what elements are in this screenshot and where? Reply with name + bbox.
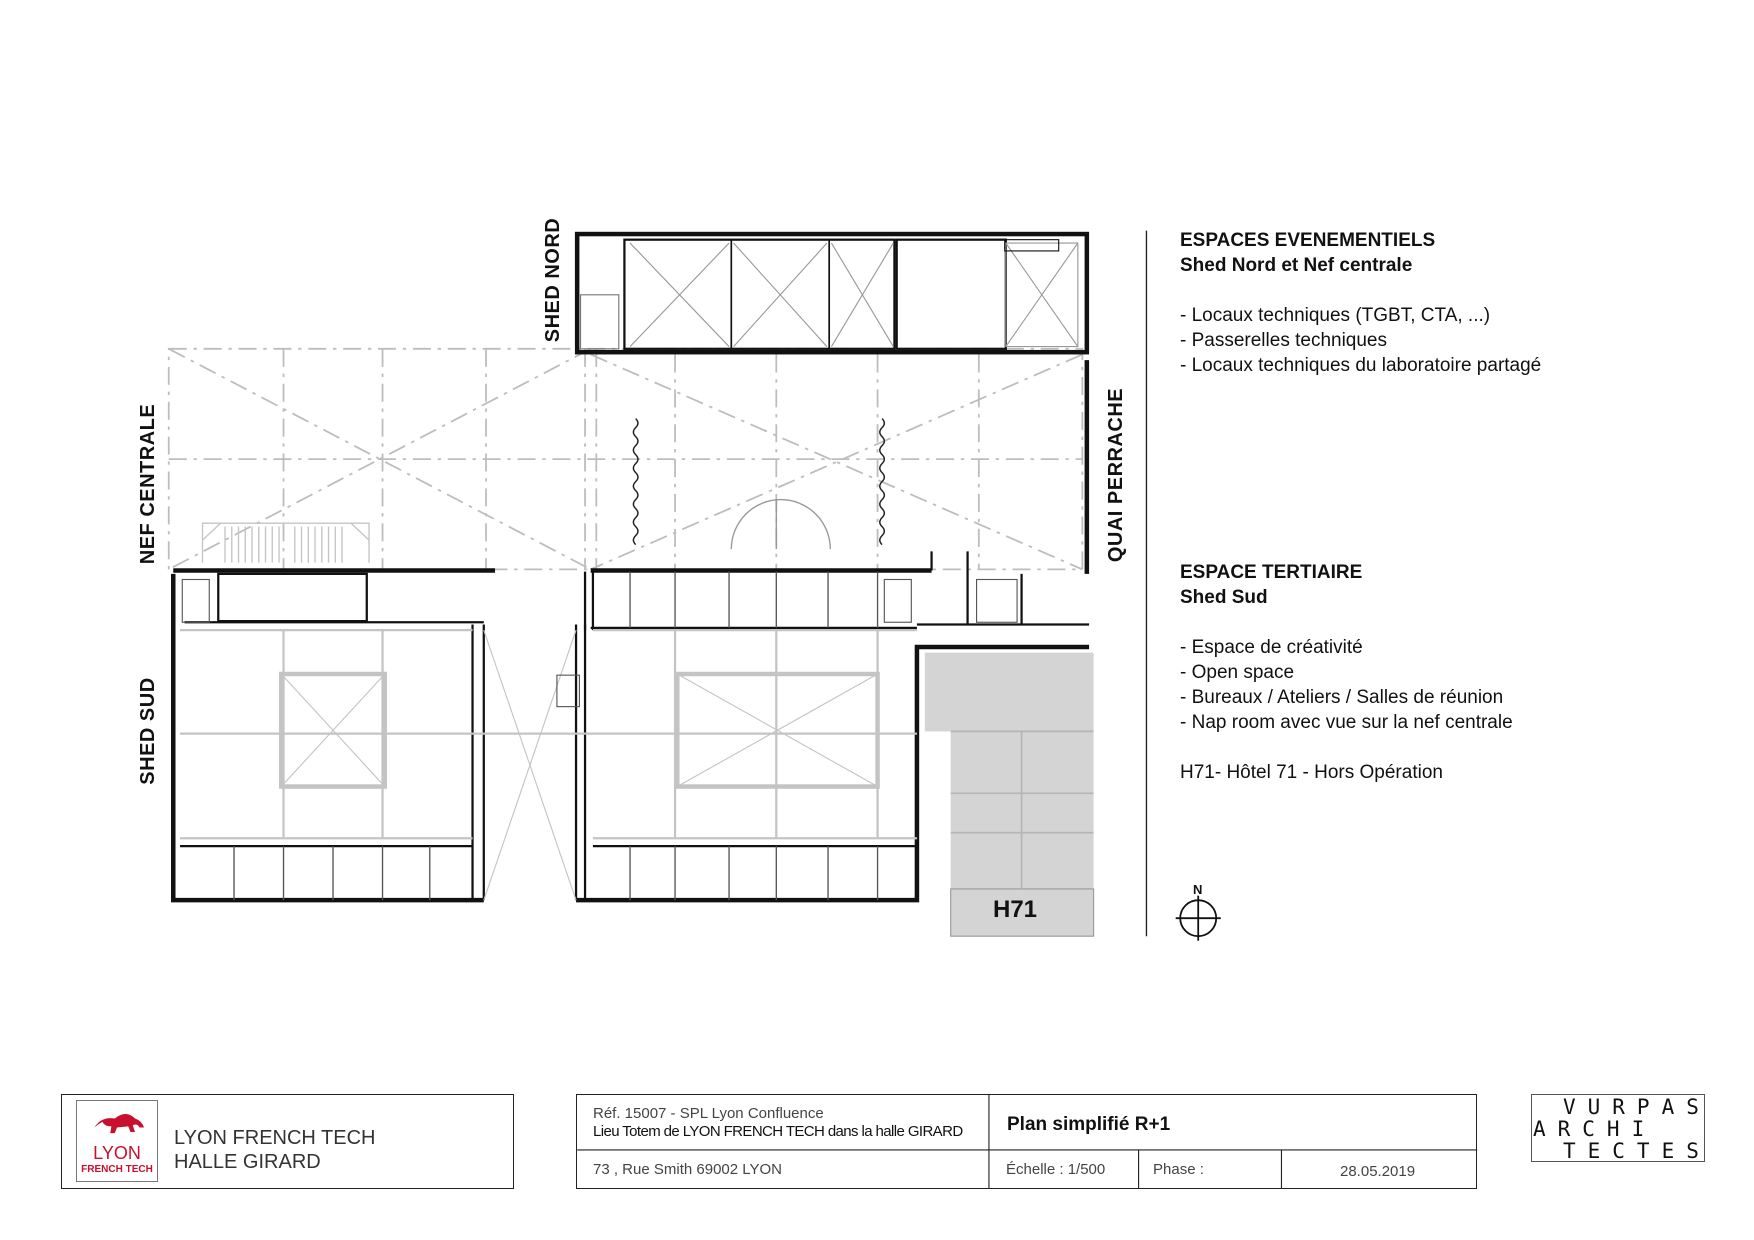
legend-tertiary-item: - Nap room avec vue sur la nef centrale: [1180, 710, 1513, 735]
phase: Phase :: [1153, 1161, 1204, 1178]
drawing-title: Plan simplifié R+1: [1007, 1114, 1171, 1135]
project-description: Lieu Totem de LYON FRENCH TECH dans la halle GIRARD: [593, 1123, 963, 1140]
legend-events-item: - Locaux techniques du laboratoire partagé: [1180, 353, 1541, 378]
legend-events-item: - Passerelles techniques: [1180, 328, 1541, 353]
legend-tertiary-item: - Espace de créativité: [1180, 635, 1513, 660]
architect-logo: [1531, 1094, 1711, 1163]
north-arrow-icon: [1176, 896, 1221, 941]
logo-box: [76, 1100, 158, 1182]
zone-label-shed-sud: SHED SUD: [137, 677, 159, 785]
legend-events: [1180, 228, 1541, 378]
scale: Échelle : 1/500: [1006, 1161, 1106, 1178]
ref-number: Réf. 15007 - SPL Lyon Confluence: [593, 1105, 824, 1122]
title-block-project: [61, 1094, 514, 1189]
date: 28.05.2019: [1340, 1163, 1416, 1180]
north-label: N: [1193, 882, 1203, 897]
logo-sub: FRENCH TECH: [81, 1164, 153, 1175]
legend-events-title: ESPACES EVENEMENTIELS: [1180, 230, 1436, 251]
zone-label-quai-perrache: QUAI PERRACHE: [1105, 387, 1127, 563]
logo-word: LYON: [93, 1143, 141, 1163]
nef-walkways: [633, 419, 884, 550]
legend-tertiary-title: ESPACE TERTIAIRE: [1180, 562, 1363, 583]
legend-note: H71- Hôtel 71 - Hors Opération: [1180, 762, 1443, 783]
project-name-line1: LYON FRENCH TECH: [174, 1127, 376, 1149]
nef-staircase: [203, 523, 370, 562]
project-name-line2: HALLE GIRARD: [174, 1151, 321, 1173]
legend-events-subtitle: Shed Nord et Nef centrale: [1180, 255, 1413, 276]
legend-tertiary-item: - Open space: [1180, 660, 1513, 685]
shed-nord-area: [577, 234, 1087, 352]
zone-label-nef-centrale: NEF CENTRALE: [137, 403, 159, 565]
legend-tertiary: [1180, 560, 1513, 785]
legend-tertiary-subtitle: Shed Sud: [1180, 587, 1268, 608]
architect-line3: TECTES: [1563, 1139, 1711, 1163]
legend-tertiary-item: - Bureaux / Ateliers / Salles de réunion: [1180, 685, 1513, 710]
legend-events-item: - Locaux techniques (TGBT, CTA, ...): [1180, 303, 1541, 328]
architect-line2: ARCHI: [1533, 1117, 1657, 1141]
address: 73 , Rue Smith 69002 LYON: [593, 1161, 782, 1178]
h71-area: [925, 653, 1094, 937]
nef-centrale-area: [169, 349, 1083, 570]
zone-label-h71: H71: [993, 896, 1038, 923]
architect-line1: VURPAS: [1563, 1095, 1711, 1119]
title-block-drawing: [576, 1094, 1477, 1189]
zone-label-shed-nord: SHED NORD: [542, 217, 564, 343]
